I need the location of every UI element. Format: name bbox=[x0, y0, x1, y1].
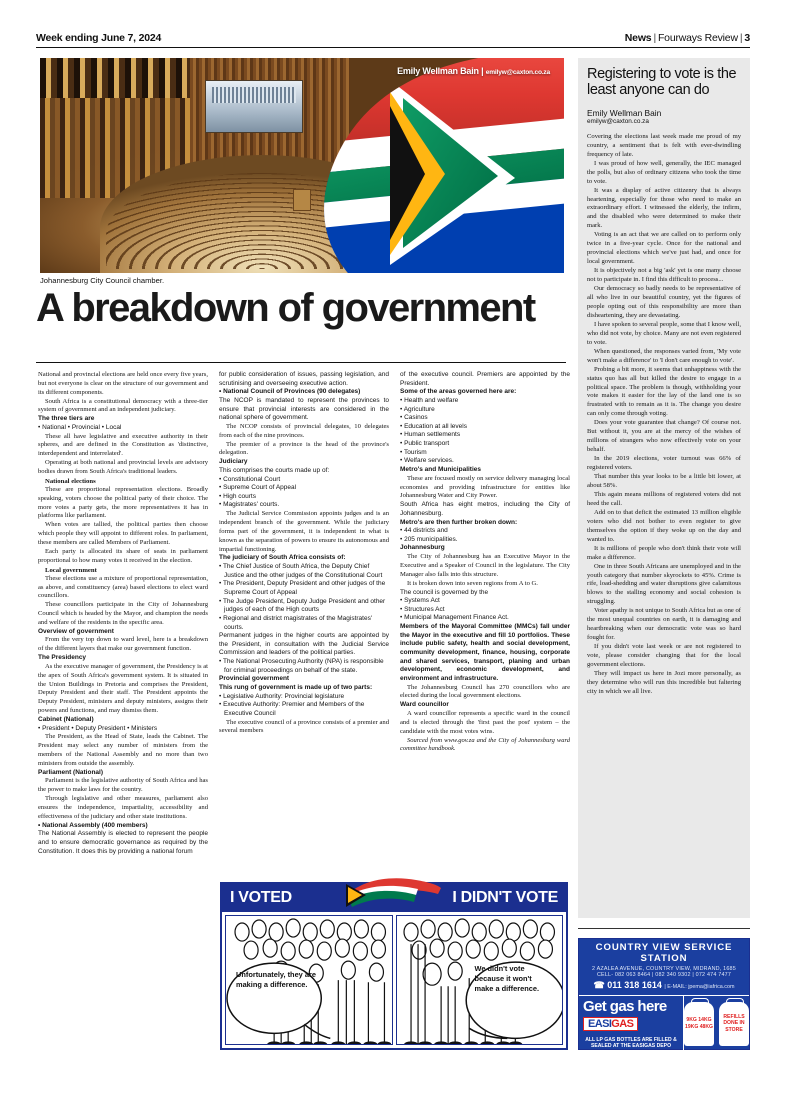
page-title: A breakdown of government bbox=[36, 286, 535, 330]
opinion-paragraph: One in three South Africans are unemployed and in the youth category that number skyrockets to 45%. Crime is rife, load-shedding and water disruptions give calamitous blows to the stalling economy and social cohesion is struggling. bbox=[587, 562, 741, 606]
article-paragraph: • National Assembly (400 members) bbox=[38, 821, 148, 829]
article-paragraph: From the very top down to ward level, here is a breakdown of the different layers that make our government function. bbox=[38, 636, 208, 653]
article-paragraph: • High courts bbox=[219, 492, 256, 500]
ad-offer bbox=[579, 996, 684, 1051]
article-paragraph: • Supreme Court of Appeal bbox=[219, 484, 297, 492]
chamber-upper-gallery bbox=[40, 58, 200, 98]
ad-cylinder-sizes: 9KG 14KG 19KG 48KG bbox=[684, 1017, 714, 1030]
cartoon-panel-voted bbox=[225, 915, 393, 1045]
article-paragraph: • The Chief Justice of South Africa, the Deputy Chief Justice and the other judges of the Constitutional Court bbox=[219, 563, 383, 579]
article-paragraph: The premier of a province is the head of the province's delegation. bbox=[219, 440, 389, 457]
article-paragraph: • Executive Authority: Premier and Members of the Executive Council bbox=[219, 701, 365, 717]
article-paragraph: The Johannesburg Council has 270 councillors who are elected during the local government elections. bbox=[400, 683, 570, 700]
ad-header bbox=[579, 939, 749, 995]
opinion-paragraph: When questioned, the responses varied from, 'My vote won't make a difference' to 'I don't care enough to vote'. bbox=[587, 347, 741, 364]
article-paragraph: National elections bbox=[45, 477, 96, 485]
opinion-paragraph: It was a display of active citizenry that is always heartening, especially for those who need to make an extraordinary effort. I witnessed the elderly, the infirm, and the disabled who were determined to make their mark. bbox=[587, 186, 741, 230]
masthead-date: Week ending June 7, 2024 bbox=[36, 32, 162, 44]
opinion-paragraph: They will impact us here in Jozi more personally, as they determine who will run this incredible but faltering city in which we all live. bbox=[587, 670, 741, 695]
article-paragraph: Provincial government bbox=[219, 675, 290, 683]
masthead bbox=[36, 26, 750, 48]
article-paragraph: • Casinos bbox=[400, 414, 428, 422]
masthead-separator-2: | bbox=[739, 32, 743, 44]
opinion-paragraph: I have spoken to several people, some that I know well, who did not vote, by choice. Many are not even registered to vote. bbox=[587, 320, 741, 346]
cartoon-header bbox=[222, 884, 566, 912]
article-paragraph: The judiciary of South Africa consists of: bbox=[219, 554, 346, 562]
ad-divider bbox=[578, 928, 750, 929]
article-paragraph: • Municipal Management Finance Act. bbox=[400, 614, 509, 622]
masthead-separator-1: | bbox=[653, 32, 656, 44]
opinion-column bbox=[578, 58, 750, 918]
article-paragraph: • Tourism bbox=[400, 448, 427, 456]
article-paragraph: • Regional and district magistrates of the Magistrates' courts. bbox=[219, 614, 373, 631]
hero-caption: Johannesburg City Council chamber. bbox=[40, 276, 165, 285]
article-paragraph: Local government bbox=[45, 566, 97, 574]
article-paragraph: Metro's and Municipalities bbox=[400, 466, 482, 474]
article-paragraph: • Education at all levels bbox=[400, 422, 467, 430]
article-paragraph: The Judicial Service Commission appoints judges and is an independent branch of the government. While the judiciary forms part of the government, it is independent in what is known as the separation of powers to ensure its autonomous and impartial functioning. bbox=[219, 510, 389, 553]
masthead-publication: Fourways Review bbox=[657, 32, 738, 44]
hero-byline bbox=[397, 66, 550, 76]
article-paragraph: As the executive manager of government, the Presidency is at the apex of South Africa's government system. It is situated in the Union Buildings in Pretoria and comprises the President, Deputy President and their staff. The President appoints the Deputy President, ministers and deputy ministers, assigns their powers and functions, and may dismiss them. bbox=[38, 662, 208, 715]
article-paragraph: • Human settlements bbox=[400, 431, 461, 439]
hero-photo-council-chamber bbox=[40, 58, 564, 273]
article-paragraph: Cabinet (National) bbox=[38, 715, 94, 723]
ad-footer-bold: LP GAS DEPOT bbox=[588, 1054, 654, 1065]
article-paragraph: • Magistrates' courts. bbox=[219, 501, 280, 509]
headline-divider bbox=[36, 362, 566, 363]
masthead-page-number: 3 bbox=[744, 32, 750, 44]
opinion-paragraph: It is objectively not a big 'ask' yet is one many choose not to participate in. I find this difficult to process... bbox=[587, 267, 741, 284]
gas-cylinder-icon-sizes bbox=[684, 1002, 714, 1046]
cartoon-right-title: I DIDN'T VOTE bbox=[452, 889, 558, 906]
article-paragraph: These elections use a mixture of proportional representation, as above, and constituency (area) based elections to elect ward councillors. bbox=[38, 574, 208, 600]
opinion-title: Registering to vote is the least anyone can do bbox=[587, 66, 737, 99]
cartoon-bubble-text-voted: Unfortunately, they are making a difference. bbox=[236, 970, 316, 989]
opinion-paragraph: If you didn't vote last week or are not registered to vote, please consider changing that for the local government elections. bbox=[587, 643, 741, 669]
hero-byline-separator: | bbox=[481, 66, 484, 76]
article-paragraph: These are focused mostly on service delivery managing local economies and providing infrastructure for entities like Johannesburg Water and City Power. bbox=[400, 474, 570, 500]
article-paragraph: Sourced from www.gov.za and the City of Johannesburg ward committee handbook. bbox=[400, 736, 570, 753]
article-paragraph: Through legislative and other measures, parliament also ensures the independence, impartiality, accessibility and effectiveness of the judiciary and other state institutions. bbox=[38, 795, 208, 820]
opinion-paragraph: Voting is an act that we are called on to perform only twice in a five-year cycle. Once for the national and provincial elections which we've just had, and once for local government. bbox=[587, 231, 741, 266]
editorial-cartoon bbox=[220, 882, 568, 1050]
opinion-paragraph: Covering the elections last week made me proud of my country, a sentiment that is felt with ever-dwindling frequency of late. bbox=[587, 132, 741, 158]
phone-icon: ☎ bbox=[593, 980, 605, 990]
article-paragraph: Parliament is the legislative authority of South Africa and has the power to make laws for the country. bbox=[38, 777, 208, 794]
article-paragraph: • National • Provincial • Local bbox=[38, 423, 122, 431]
article-paragraph: The NCOP is mandated to represent the provinces to ensure that provincial interests are considered in the national sphere of government. bbox=[219, 396, 389, 422]
article-paragraph: Overview of government bbox=[38, 627, 114, 635]
article-paragraph: • Constitutional Court bbox=[219, 475, 281, 483]
opinion-paragraph: In the 2019 elections, voter turnout was 66% of registered voters. bbox=[587, 455, 741, 472]
ad-business-name: COUNTRY VIEW SERVICE STATION bbox=[595, 942, 733, 964]
article-column-1 bbox=[38, 371, 208, 871]
article-paragraph: This comprises the courts made up of: bbox=[219, 466, 330, 474]
article-paragraph: • Public transport bbox=[400, 440, 450, 448]
article-paragraph: South Africa is a constitutional democracy with a three-tier system of government and an independent judiciary. bbox=[38, 397, 208, 414]
article-paragraph: These councillors participate in the City of Johannesburg Council which is headed by the Mayor, and champion the needs and welfare of the residents in the specific area. bbox=[38, 601, 208, 626]
ad-fine-print: ALL LP GAS BOTTLES ARE FILLED & SEALED AT THE EASIGAS DEPO bbox=[585, 1036, 677, 1049]
article-paragraph: It is broken down into seven regions from A to G. bbox=[407, 579, 538, 587]
article-paragraph: The executive council of a province consists of a premier and several members bbox=[219, 718, 389, 735]
article-paragraph: • Health and welfare bbox=[400, 396, 459, 404]
article-paragraph: • Systems Act bbox=[400, 597, 440, 605]
article-paragraph: • The National Prosecuting Authority (NPA) is responsible for criminal proceedings on behalf of the state. bbox=[219, 658, 384, 674]
article-paragraph: National and provincial elections are held once every five years, but not everyone is clear on the structure of our government and its different components. bbox=[38, 371, 208, 396]
opinion-paragraph: I was proud of how well, generally, the IEC managed the polls, but also of ordinary citizens who took the time to vote. bbox=[587, 159, 741, 185]
opinion-paragraph: It is millions of people who don't think their vote will make a difference. bbox=[587, 544, 741, 561]
article-paragraph: Ward councillor bbox=[400, 701, 449, 709]
opinion-paragraph: Voter apathy is not unique to South Africa but as one of the most unequal countries on earth, it is damaging and heartbreaking when our democratic vote was so hard fought for. bbox=[587, 607, 741, 642]
advertisement-country-view-service-station[interactable] bbox=[578, 938, 750, 1065]
article-paragraph: • The President, Deputy President and other judges of the Supreme Court of Appeal bbox=[219, 580, 386, 596]
article-paragraph: The National Assembly is elected to represent the people and to ensure democratic governance as required by the Constitution. It does this by providing a national forum bbox=[38, 830, 208, 855]
ad-cell-numbers: CELL- 082 063 8464 | 082 340 9302 | 072 474 7477 bbox=[596, 972, 732, 978]
ad-footer bbox=[579, 1051, 749, 1067]
ad-address: 2 AZALEA AVENUE, COUNTRY VIEW, MIDRAND, 1685 bbox=[592, 966, 736, 972]
article-paragraph: These are proportional representation elections. Broadly speaking, voters choose the political party of their choice. The more votes a party gets, the more representatives it has in platforms like parliament. bbox=[38, 485, 208, 520]
article-column-3 bbox=[400, 371, 570, 871]
opinion-paragraph: Does your vote guarantee that change? Of course not. But without it, you are at the mercy of the wishes of millions of strangers who now effectively vote on your behalf. bbox=[587, 419, 741, 454]
opinion-author-email: emilyw@caxton.co.za bbox=[587, 117, 649, 125]
article-paragraph: • Welfare services. bbox=[400, 457, 454, 465]
article-paragraph: When votes are tallied, the political parties then choose which people they will appoint to different roles. In parliament, these members are called Members of Parliament. bbox=[38, 521, 208, 547]
article-paragraph: of the executive council. Premiers are appointed by the President. bbox=[400, 371, 570, 387]
article-paragraph: Parliament (National) bbox=[38, 768, 104, 776]
article-paragraph: for public consideration of issues, passing legislation, and scrutinising and overseeing executive action. bbox=[219, 371, 389, 387]
article-paragraph: A ward councillor represents a specific ward in the council and is elected through the 'first past the post' system – the candidate with the most votes wins. bbox=[400, 709, 570, 735]
article-paragraph: The President, as the Head of State, leads the Cabinet. The President may select any number of ministers from the members of the National Assembly and no more than two ministers from outside the assembly. bbox=[38, 733, 208, 767]
article-paragraph: Judiciary bbox=[219, 458, 248, 466]
article-paragraph: Each party is allocated its share of seats in parliament proportional to how many votes it received in the election. bbox=[38, 547, 208, 564]
hero-byline-email: emilyw@caxton.co.za bbox=[485, 69, 550, 76]
article-paragraph: • Agriculture bbox=[400, 405, 435, 413]
article-paragraph: These all have legislative and executive authority in their spheres, and are defined in the Constitution as 'distinctive, interdependent and interrelated'. bbox=[38, 432, 208, 458]
article-paragraph: Some of the areas governed here are: bbox=[400, 388, 517, 396]
article-body bbox=[38, 371, 570, 871]
article-paragraph: The City of Johannesburg has an Executive Mayor in the Executive and a Speaker of Council in the legislature. The City Manager also falls into this structure. bbox=[400, 553, 570, 578]
article-paragraph: The three tiers are bbox=[38, 415, 95, 423]
opinion-paragraph: This again means millions of registered voters did not heed the call. bbox=[587, 490, 741, 507]
article-paragraph: South Africa has eight metros, including the City of Johannesburg. bbox=[400, 501, 570, 517]
article-paragraph: Metro's are then further broken down: bbox=[400, 518, 518, 526]
ad-footer-rest: - REFILLS & DELIVERIES bbox=[655, 1055, 740, 1064]
south-africa-flag-graphic bbox=[240, 58, 564, 273]
ad-phone-number: 011 318 1614 bbox=[607, 980, 662, 990]
opinion-paragraph: That number this year looks to be a little bit lower, at about 58%. bbox=[587, 473, 741, 489]
cartoon-panels bbox=[222, 912, 566, 1048]
article-paragraph: The council is governed by the bbox=[400, 588, 489, 596]
article-paragraph: • 44 districts and bbox=[400, 527, 448, 535]
article-paragraph: Johannesburg bbox=[400, 544, 445, 552]
ad-headline: Get gas here bbox=[583, 998, 667, 1015]
article-paragraph: Members of the Mayoral Committee (MMCs) fall under the Mayor in the executive and fill 10 portfolios. These include public safety, health and social development, community development, finance, housing, corporate and shared services, transport, planing and urban development, economic development, and environment and infrastructure. bbox=[400, 623, 570, 682]
cartoon-left-title: I VOTED bbox=[230, 889, 292, 906]
ad-phone-line bbox=[583, 980, 745, 991]
gas-cylinder-icon-refills bbox=[719, 1002, 749, 1046]
opinion-paragraph: Probing a bit more, it seems that unhappiness with the status quo has all but killed the desire to engage in a political space. The problem is though, withholding your vote makes it easier for the lay of the land one is so frustrated with to remain as it is. The change you desire can only come through voting. bbox=[587, 365, 741, 418]
article-paragraph: • Structures Act bbox=[400, 605, 445, 613]
masthead-section-info bbox=[625, 32, 750, 44]
hero-byline-name: Emily Wellman Bain bbox=[397, 66, 479, 76]
ad-brand-part2: GAS bbox=[611, 1018, 634, 1030]
article-paragraph: • 205 municipalities. bbox=[400, 535, 458, 543]
article-paragraph: • Legislative Authority: Provincial legislature bbox=[219, 692, 345, 700]
article-paragraph: The NCOP consists of provincial delegates, 10 delegates from each of the nine provinces. bbox=[219, 422, 389, 439]
cartoon-panel-didnt-vote bbox=[396, 915, 564, 1045]
opinion-paragraph: Our democracy so badly needs to be representative of all who live in our beautiful country, yet the figures of people opting out of this responsibility are more than disheartening, they are devastating. bbox=[587, 285, 741, 319]
article-paragraph: The Presidency bbox=[38, 654, 87, 662]
ad-body bbox=[579, 995, 749, 1051]
article-paragraph: Operating at both national and provincial levels are advisory bodies drawn from South Africa's traditional leaders. bbox=[38, 459, 208, 476]
masthead-section: News bbox=[624, 32, 652, 44]
article-column-2 bbox=[219, 371, 389, 871]
ad-cylinders bbox=[684, 996, 749, 1051]
ad-email: | E-MAIL: jpema@iafrica.com bbox=[664, 984, 735, 990]
ad-refills-text: REFILLS DONE IN STORE bbox=[723, 1013, 745, 1033]
ad-brand-easigas bbox=[583, 1017, 638, 1031]
article-paragraph: • National Council of Provinces (90 delegates) bbox=[219, 388, 361, 396]
article-paragraph: • President • Deputy President • Ministers bbox=[38, 724, 158, 732]
opinion-author: Emily Wellman Bain bbox=[587, 107, 662, 118]
opinion-paragraph: Add on to that deficit the estimated 13 million eligible voters who did not bother to even register to give themselves the option if they woke up on the day and wanted to. bbox=[587, 508, 741, 543]
cartoon-bubble-text-didnt-vote: We didn't vote because it won't make a difference. bbox=[474, 964, 539, 993]
article-paragraph: This rung of government is made up of two parts: bbox=[219, 684, 373, 692]
flag-brushstroke-icon bbox=[346, 876, 442, 912]
article-paragraph: • The Judge President, Deputy Judge President and other judges of each of the High courts bbox=[219, 597, 386, 614]
article-paragraph: Permanent judges in the higher courts are appointed by the President, in consultation with the Judicial Service Commission and leaders of the political parties. bbox=[219, 632, 389, 657]
opinion-body bbox=[587, 133, 741, 697]
ad-brand-part1: EASI bbox=[588, 1018, 612, 1030]
